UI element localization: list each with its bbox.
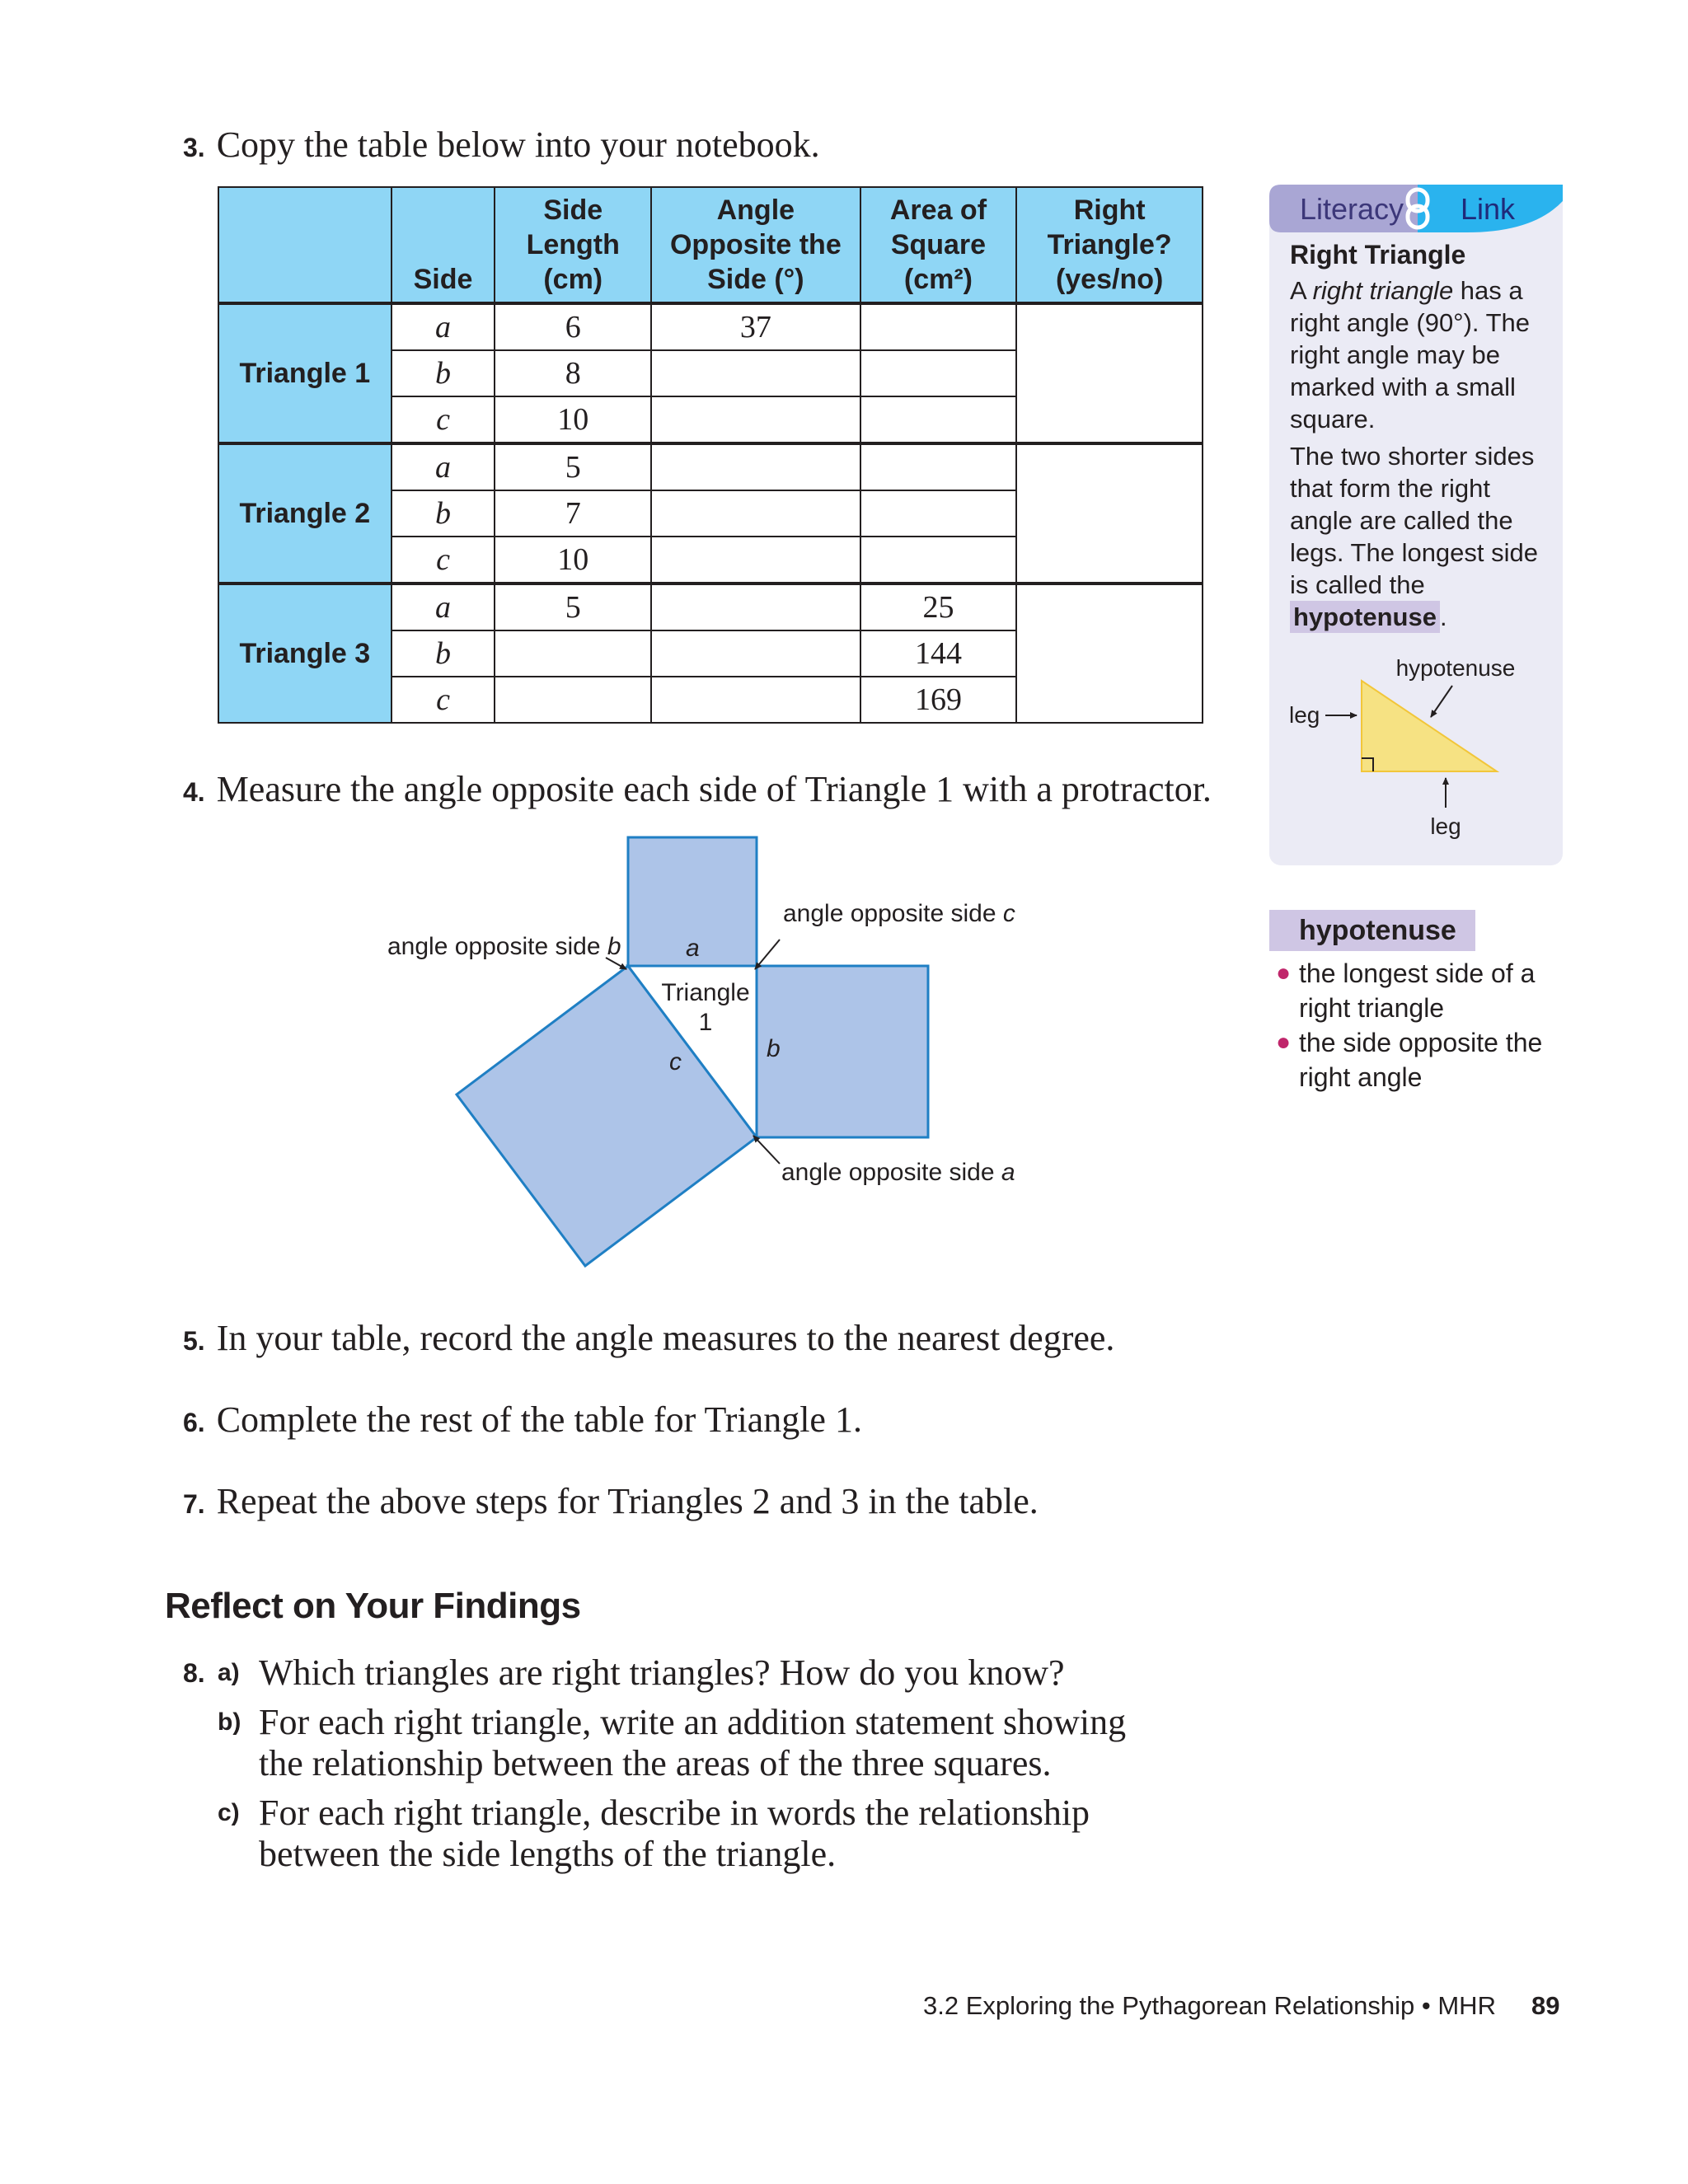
literacy-title-right: Link bbox=[1460, 192, 1516, 226]
cell-area: 169 bbox=[860, 677, 1017, 723]
header-length: Side Length (cm) bbox=[495, 187, 651, 303]
header-angle: Angle Opposite the Side (°) bbox=[651, 187, 860, 303]
cell-side: c bbox=[392, 396, 495, 443]
cell-length: 10 bbox=[495, 537, 651, 583]
part-text: For each right triangle, write an addition statement showing bbox=[259, 1702, 1127, 1742]
question-text: Measure the angle opposite each side of Triangle 1 with a protractor. bbox=[216, 769, 1212, 809]
cell-length: 6 bbox=[495, 303, 651, 350]
footer-text: 3.2 Exploring the Pythagorean Relationship • MHR bbox=[923, 1991, 1496, 2020]
right-triangle bbox=[1362, 681, 1497, 771]
part-label: b) bbox=[218, 1708, 241, 1736]
cell-side: c bbox=[392, 537, 495, 583]
question-number: 7. bbox=[183, 1489, 205, 1519]
arrow-hypotenuse bbox=[1431, 686, 1452, 717]
side-label-b: b bbox=[767, 1035, 781, 1062]
list-item: ● the side opposite the right angle bbox=[1276, 1028, 1543, 1092]
literacy-link-header bbox=[1269, 185, 1563, 232]
label-angle-c: angle opposite side c bbox=[783, 900, 1015, 927]
glossary-definitions bbox=[1269, 956, 1566, 1094]
triangle-label: Triangle 3 bbox=[218, 583, 392, 723]
fig-label-hypotenuse: hypotenuse bbox=[1395, 655, 1516, 681]
cell-area: 144 bbox=[860, 630, 1017, 677]
arrow-angle-a bbox=[753, 1136, 780, 1164]
question-6 bbox=[183, 1399, 862, 1444]
cell-length: 5 bbox=[495, 583, 651, 630]
part-text: Which triangles are right triangles? How do you know? bbox=[259, 1652, 1065, 1693]
fig-label-leg-2: leg bbox=[1430, 813, 1461, 839]
cell-side: c bbox=[392, 677, 495, 723]
cell-area: 25 bbox=[860, 583, 1017, 630]
fig-label-leg-1: leg bbox=[1289, 702, 1320, 728]
question-7 bbox=[183, 1480, 1039, 1526]
glossary-term: hypotenuse bbox=[1269, 910, 1475, 951]
header-side: Side bbox=[392, 187, 495, 303]
list-item: ● the longest side of a right triangle bbox=[1276, 958, 1536, 1023]
part-text: between the side lengths of the triangle. bbox=[259, 1834, 837, 1874]
cell-side: b bbox=[392, 490, 495, 537]
triangle-number: 1 bbox=[698, 1009, 713, 1036]
hypotenuse-highlight: hypotenuse bbox=[1290, 601, 1440, 633]
cell-side: a bbox=[392, 303, 495, 350]
cell-angle: 37 bbox=[651, 303, 860, 350]
literacy-link-body bbox=[1290, 239, 1554, 633]
page-number: 89 bbox=[1531, 1991, 1560, 2020]
question-number: 4. bbox=[183, 777, 205, 807]
question-text: Copy the table below into your notebook. bbox=[216, 124, 820, 165]
label-angle-b: angle opposite side b bbox=[387, 933, 621, 960]
cell-length: 7 bbox=[495, 490, 651, 537]
question-text: Complete the rest of the table for Triangle 1. bbox=[216, 1399, 862, 1440]
question-number: 8. bbox=[183, 1658, 205, 1688]
question-8c bbox=[183, 1792, 1172, 1882]
question-5 bbox=[183, 1317, 1114, 1362]
cell-length: 8 bbox=[495, 350, 651, 396]
side-label-a: a bbox=[686, 935, 700, 962]
cell-side: a bbox=[392, 583, 495, 630]
cell-side: b bbox=[392, 630, 495, 677]
part-label: c) bbox=[218, 1799, 240, 1826]
triangle-label: Triangle bbox=[661, 979, 750, 1006]
question-number: 6. bbox=[183, 1408, 205, 1437]
squares-diagram bbox=[0, 0, 1269, 1319]
part-text: the relationship between the areas of the three squares. bbox=[259, 1743, 1052, 1783]
header-right: Right Triangle? (yes/no) bbox=[1016, 187, 1203, 303]
part-text: For each right triangle, describe in words the relationship bbox=[259, 1793, 1090, 1833]
literacy-paragraph-2: The two shorter sides that form the right angle are called the legs. The longest side is called the hypotenuse . bbox=[1290, 442, 1539, 631]
cell-length: 10 bbox=[495, 396, 651, 443]
triangle-label: Triangle 1 bbox=[218, 303, 392, 443]
literacy-heading: Right Triangle bbox=[1290, 240, 1466, 269]
right-triangle-figure bbox=[1269, 651, 1563, 849]
part-label: a) bbox=[218, 1659, 240, 1686]
reflect-heading: Reflect on Your Findings bbox=[165, 1586, 581, 1626]
question-number: 3. bbox=[183, 133, 205, 162]
question-8a bbox=[183, 1652, 1172, 1701]
question-8 bbox=[183, 1652, 1172, 1882]
cell-side: a bbox=[392, 443, 495, 490]
question-number: 5. bbox=[183, 1326, 205, 1356]
header-area: Area of Square (cm²) bbox=[860, 187, 1017, 303]
question-text: In your table, record the angle measures to the nearest degree. bbox=[216, 1318, 1115, 1358]
literacy-paragraph-1: A right triangle has a right angle (90°). The right angle may be marked with a small square. bbox=[1290, 276, 1530, 434]
cell-length: 5 bbox=[495, 443, 651, 490]
side-label-c: c bbox=[669, 1048, 682, 1076]
question-8b bbox=[183, 1701, 1172, 1792]
cell-side: b bbox=[392, 350, 495, 396]
triangle-label: Triangle 2 bbox=[218, 443, 392, 583]
label-angle-a: angle opposite side a bbox=[781, 1159, 1015, 1186]
literacy-title-left: Literacy bbox=[1299, 192, 1404, 226]
square-side-b bbox=[757, 966, 928, 1137]
question-text: Repeat the above steps for Triangles 2 and 3 in the table. bbox=[216, 1481, 1039, 1521]
